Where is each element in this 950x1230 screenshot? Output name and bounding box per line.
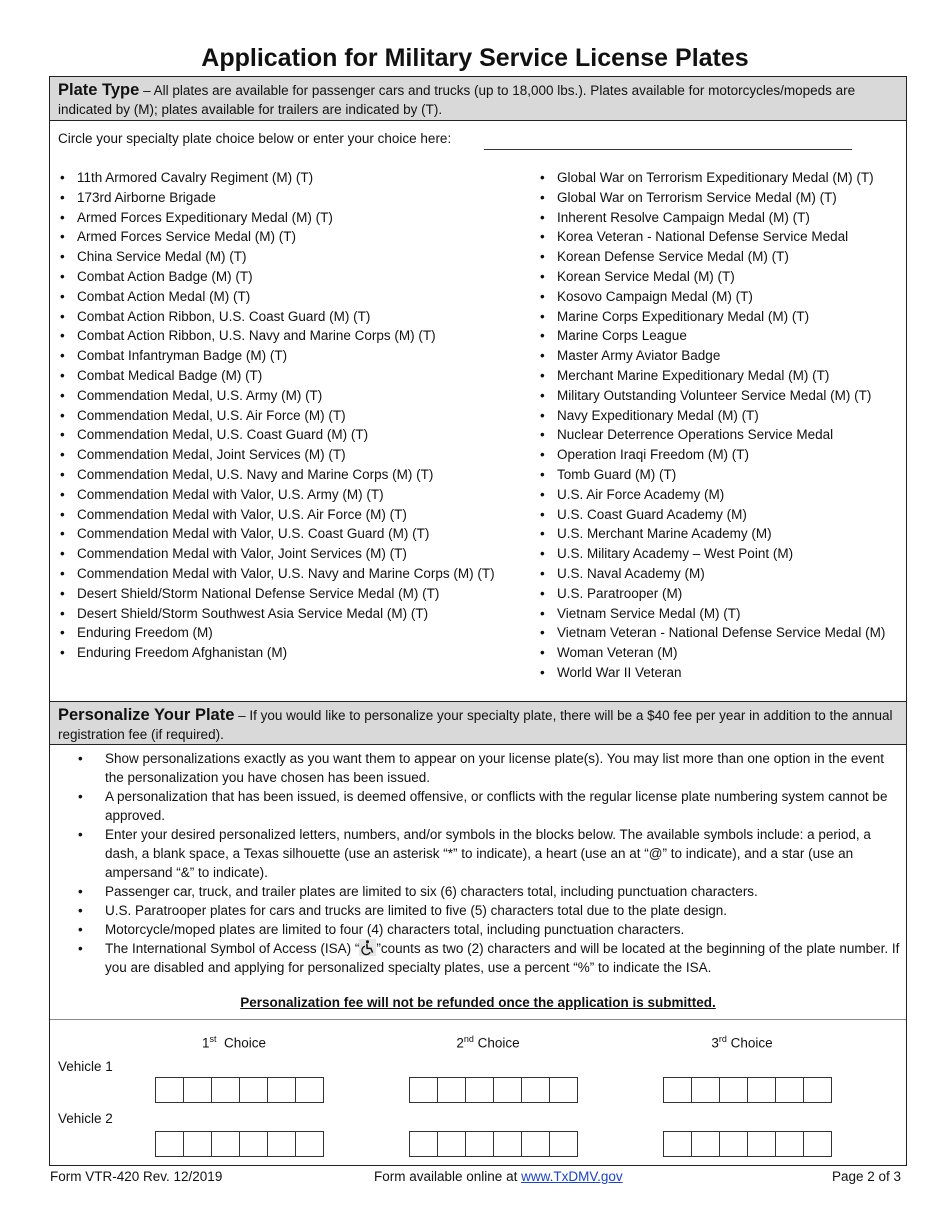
plate-option[interactable]: • Armed Forces Service Medal (M) (T) (58, 227, 495, 247)
character-box[interactable] (775, 1131, 804, 1157)
plate-option[interactable]: • Combat Medical Badge (M) (T) (58, 366, 495, 386)
plate-option[interactable]: • U.S. Naval Academy (M) (538, 564, 885, 584)
form-id: Form VTR-420 Rev. 12/2019 (50, 1169, 223, 1184)
character-box[interactable] (803, 1077, 832, 1103)
personalize-heading: Personalize Your Plate (58, 706, 235, 724)
plate-choice-entry-line[interactable] (484, 148, 852, 150)
character-box[interactable] (183, 1131, 212, 1157)
plate-type-heading: Plate Type (58, 81, 140, 99)
plate-option[interactable]: • Enduring Freedom Afghanistan (M) (58, 643, 495, 663)
plate-option[interactable]: • Commendation Medal, U.S. Army (M) (T) (58, 386, 495, 406)
character-box[interactable] (521, 1077, 550, 1103)
character-box[interactable] (155, 1131, 184, 1157)
vehicle-2-label: Vehicle 2 (58, 1111, 113, 1126)
plate-option[interactable]: • Combat Action Medal (M) (T) (58, 287, 495, 307)
personalization-rules (76, 749, 902, 977)
character-box[interactable] (691, 1131, 720, 1157)
character-box[interactable] (437, 1131, 466, 1157)
plate-option[interactable]: • U.S. Military Academy – West Point (M) (538, 544, 885, 564)
plate-option[interactable]: • Commendation Medal, Joint Services (M) (T) (58, 445, 495, 465)
plate-option[interactable]: • Korea Veteran - National Defense Service Medal (538, 227, 885, 247)
character-box[interactable] (155, 1077, 184, 1103)
vehicle-1-choice-3-boxes[interactable] (664, 1077, 832, 1103)
character-box[interactable] (663, 1131, 692, 1157)
plate-option[interactable]: • Merchant Marine Expeditionary Medal (M) (T) (538, 366, 885, 386)
character-box[interactable] (747, 1131, 776, 1157)
choice-2-label: 2nd Choice (456, 1034, 520, 1051)
personalize-description: – If you would like to personalize your specialty plate, there will be a $40 fee per year in addition to the annual registration fee (if required). (58, 708, 893, 742)
plate-option[interactable]: • Combat Action Badge (M) (T) (58, 267, 495, 287)
plate-option[interactable]: • Vietnam Veteran - National Defense Service Medal (M) (538, 623, 885, 643)
txdmv-link[interactable]: www.TxDMV.gov (521, 1169, 623, 1184)
character-box[interactable] (409, 1077, 438, 1103)
online-note: Form available online at www.TxDMV.gov (374, 1169, 623, 1184)
vehicle-2-choice-3-boxes[interactable] (664, 1131, 832, 1157)
plate-option[interactable]: • U.S. Air Force Academy (M) (538, 485, 885, 505)
isa-text-after: ”counts as two (2) characters and will be located at the beginning of the plate number. If you are disabled and applying for personalized specialty plates, use a percent “%” to indicate the ISA. (105, 941, 900, 975)
rule-item: • Show personalizations exactly as you want them to appear on your license plate(s). You may list more than one option in the event the personalization you have chosen has been issued. (76, 749, 902, 787)
character-box[interactable] (747, 1077, 776, 1103)
plate-option[interactable]: • 173rd Airborne Brigade (58, 188, 495, 208)
character-box[interactable] (465, 1131, 494, 1157)
plate-option[interactable]: • U.S. Paratrooper (M) (538, 584, 885, 604)
plate-option[interactable]: • Korean Defense Service Medal (M) (T) (538, 247, 885, 267)
plate-option[interactable]: • Nuclear Deterrence Operations Service Medal (538, 425, 885, 445)
plate-option[interactable]: • Combat Action Ribbon, U.S. Coast Guard (M) (T) (58, 307, 495, 327)
vehicle-2-choice-2-boxes[interactable] (410, 1131, 578, 1157)
plate-option[interactable]: • Global War on Terrorism Expeditionary Medal (M) (T) (538, 168, 885, 188)
vehicle-2-choice-1-boxes[interactable] (156, 1131, 324, 1157)
plate-option[interactable]: • Commendation Medal with Valor, U.S. Air Force (M) (T) (58, 505, 495, 525)
plate-list-right (538, 168, 885, 683)
character-box[interactable] (549, 1131, 578, 1157)
plate-option[interactable]: • Combat Action Ribbon, U.S. Navy and Marine Corps (M) (T) (58, 326, 495, 346)
character-box[interactable] (239, 1131, 268, 1157)
character-box[interactable] (521, 1131, 550, 1157)
plate-choice-prompt: Circle your specialty plate choice below or enter your choice here: (58, 131, 452, 146)
plate-type-description: – All plates are available for passenger cars and trucks (up to 18,000 lbs.). Plates available for motorcycles/mopeds are indicated by (M); plates available for trailers are indicated by (T). (58, 83, 856, 117)
rule-item: • Motorcycle/moped plates are limited to four (4) characters total, including punctuation characters. (76, 920, 902, 939)
plate-option[interactable]: • Commendation Medal with Valor, U.S. Coast Guard (M) (T) (58, 524, 495, 544)
plate-option[interactable]: • Enduring Freedom (M) (58, 623, 495, 643)
character-box[interactable] (719, 1077, 748, 1103)
character-box[interactable] (183, 1077, 212, 1103)
character-box[interactable] (295, 1131, 324, 1157)
plate-type-header (50, 77, 906, 121)
plate-option[interactable]: • Korean Service Medal (M) (T) (538, 267, 885, 287)
character-box[interactable] (493, 1077, 522, 1103)
page-number: Page 2 of 3 (831, 1169, 901, 1184)
plate-option[interactable]: • Desert Shield/Storm Southwest Asia Service Medal (M) (T) (58, 604, 495, 624)
plate-option[interactable]: • Woman Veteran (M) (538, 643, 885, 663)
character-box[interactable] (295, 1077, 324, 1103)
plate-list-left (58, 168, 495, 663)
page-title: Application for Military Service License Plates (201, 44, 749, 72)
plate-option[interactable]: • Operation Iraqi Freedom (M) (T) (538, 445, 885, 465)
plate-option[interactable]: • Commendation Medal with Valor, Joint Services (M) (T) (58, 544, 495, 564)
choice-3-label: 3rd Choice (711, 1034, 773, 1051)
plate-option[interactable]: • Military Outstanding Volunteer Service Medal (M) (T) (538, 386, 885, 406)
plate-option[interactable]: • Global War on Terrorism Service Medal (M) (T) (538, 188, 885, 208)
plate-option[interactable]: • Commendation Medal, U.S. Coast Guard (M) (T) (58, 425, 495, 445)
refund-notice: Personalization fee will not be refunded once the application is submitted. (240, 995, 716, 1010)
personalize-header (50, 701, 906, 745)
plate-option[interactable]: • Commendation Medal, U.S. Air Force (M) (T) (58, 406, 495, 426)
vehicle-1-label: Vehicle 1 (58, 1059, 113, 1074)
rule-item-isa (76, 939, 902, 977)
character-box[interactable] (211, 1077, 240, 1103)
choice-1-label: 1st Choice (201, 1034, 267, 1051)
character-box[interactable] (211, 1131, 240, 1157)
character-box[interactable] (775, 1077, 804, 1103)
rule-item: • Passenger car, truck, and trailer plates are limited to six (6) characters total, including punctuation characters. (76, 882, 902, 901)
plate-option[interactable]: • Vietnam Service Medal (M) (T) (538, 604, 885, 624)
character-box[interactable] (465, 1077, 494, 1103)
plate-option[interactable]: • Inherent Resolve Campaign Medal (M) (T) (538, 208, 885, 228)
character-box[interactable] (437, 1077, 466, 1103)
plate-option[interactable]: • World War II Veteran (538, 663, 885, 683)
form-frame (49, 76, 907, 1166)
plate-option[interactable]: • Marine Corps Expeditionary Medal (M) (T) (538, 307, 885, 327)
plate-option[interactable]: • Master Army Aviator Badge (538, 346, 885, 366)
character-box[interactable] (267, 1131, 296, 1157)
vehicle-1-choice-2-boxes[interactable] (410, 1077, 578, 1103)
character-box[interactable] (803, 1131, 832, 1157)
plate-option[interactable]: • 11th Armored Cavalry Regiment (M) (T) (58, 168, 495, 188)
plate-option[interactable]: • Combat Infantryman Badge (M) (T) (58, 346, 495, 366)
plate-option[interactable]: • Tomb Guard (M) (T) (538, 465, 885, 485)
character-box[interactable] (719, 1131, 748, 1157)
plate-option[interactable]: • Commendation Medal, U.S. Navy and Marine Corps (M) (T) (58, 465, 495, 485)
rule-item: • A personalization that has been issued, is deemed offensive, or conflicts with the regular license plate numbering system cannot be approved. (76, 787, 902, 825)
character-box[interactable] (409, 1131, 438, 1157)
plate-option[interactable]: • Commendation Medal with Valor, U.S. Navy and Marine Corps (M) (T) (58, 564, 495, 584)
character-box[interactable] (663, 1077, 692, 1103)
plate-option[interactable]: • China Service Medal (M) (T) (58, 247, 495, 267)
wheelchair-access-icon (359, 939, 376, 956)
vehicle-1-choice-1-boxes[interactable] (156, 1077, 324, 1103)
character-box[interactable] (691, 1077, 720, 1103)
plate-option[interactable]: • U.S. Coast Guard Academy (M) (538, 505, 885, 525)
character-box[interactable] (549, 1077, 578, 1103)
plate-option[interactable]: • Armed Forces Expeditionary Medal (M) (T) (58, 208, 495, 228)
plate-option[interactable]: • Commendation Medal with Valor, U.S. Army (M) (T) (58, 485, 495, 505)
plate-option[interactable]: • Kosovo Campaign Medal (M) (T) (538, 287, 885, 307)
plate-option[interactable]: • U.S. Merchant Marine Academy (M) (538, 524, 885, 544)
rule-item: • Enter your desired personalized letters, numbers, and/or symbols in the blocks below. The available symbols include: a period, a dash, a blank space, a Texas silhouette (use an asterisk “*” to indicate), a heart (use an at “@” to indicate), and a star (use an ampersand “&” to indicate). (76, 825, 902, 882)
isa-text-before: The International Symbol of Access (ISA) “ (105, 941, 360, 956)
character-box[interactable] (267, 1077, 296, 1103)
plate-option[interactable]: • Marine Corps League (538, 326, 885, 346)
plate-option[interactable]: • Desert Shield/Storm National Defense Service Medal (M) (T) (58, 584, 495, 604)
character-box[interactable] (493, 1131, 522, 1157)
section-divider (50, 1019, 906, 1020)
rule-item: • U.S. Paratrooper plates for cars and trucks are limited to five (5) characters total due to the plate design. (76, 901, 902, 920)
character-box[interactable] (239, 1077, 268, 1103)
plate-option[interactable]: • Navy Expeditionary Medal (M) (T) (538, 406, 885, 426)
